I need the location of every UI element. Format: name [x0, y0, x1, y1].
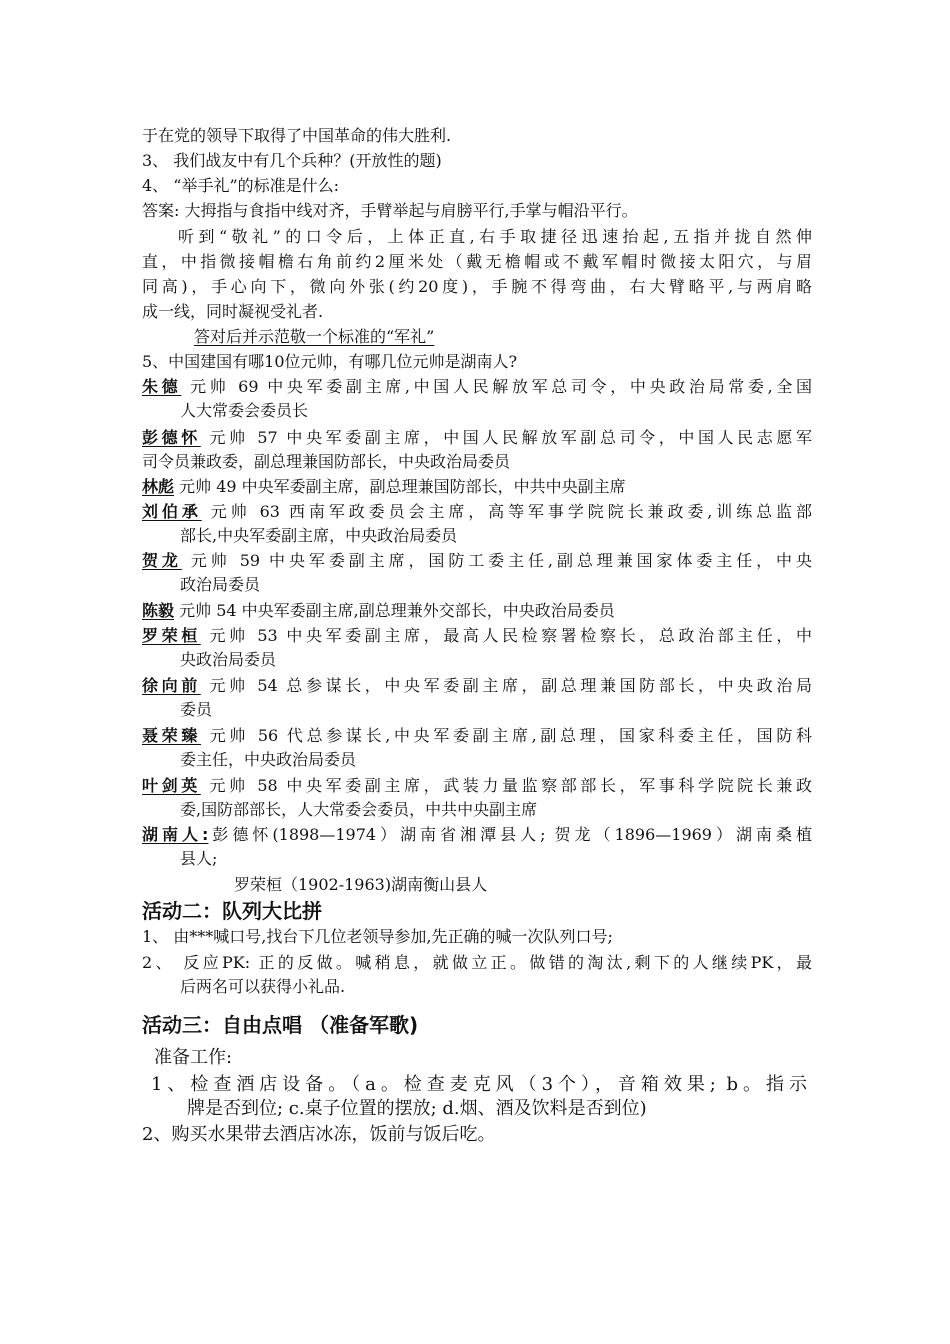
marshal-entry	[142, 476, 812, 498]
marshal-info: 元帅 53 中央军委副主席，最高人民检察署检察长，总政治部主任，中	[200, 626, 812, 645]
prep-title: 准备工作:	[154, 1047, 233, 1068]
marshal-info: 元帅 58 中央军委副主席，武装力量监察部部长，军事科学院院长兼政	[200, 776, 812, 795]
activity-2-title: 活动二：队列大比拼	[142, 899, 322, 923]
marshal-entry	[142, 550, 812, 572]
hunan-line-3: 罗荣桓（1902-1963)湖南衡山县人	[234, 875, 488, 894]
marshal-name: 徐向前	[142, 676, 201, 695]
marshal-name: 聂荣臻	[142, 726, 201, 745]
marshal-entry	[142, 427, 812, 449]
marshal-entry	[142, 600, 812, 622]
marshal-entry	[142, 625, 812, 647]
demo-line	[194, 326, 812, 348]
activity-2-item-2-cont: 后两名可以获得小礼品.	[180, 977, 346, 996]
activity-2-item-2: 2、 反应PK: 正的反做。喊稍息，就做立正。做错的淘汰,剩下的人继续PK，最	[142, 953, 812, 972]
marshal-name: 刘伯承	[142, 502, 202, 521]
hunan-line	[142, 824, 812, 846]
marshal-info-cont: 司令员兼政委，副总理兼国防部长，中央政治局委员	[142, 452, 511, 471]
marshal-info: 元帅 54 总参谋长，中央军委副主席，副总理兼国防部长，中央政治局	[200, 676, 812, 695]
salute-line-2: 直，中指微接帽檐右角前约2厘米处（戴无檐帽或不戴军帽时微接太阳穴，与眉	[142, 252, 812, 271]
marshal-entry	[142, 775, 812, 797]
intro-tail: 于在党的领导下取得了中国革命的伟大胜利.	[142, 126, 452, 145]
question-3: 3、 我们战友中有几个兵种？(开放性的题)	[142, 151, 442, 170]
salute-line-4: 成一线，同时凝视受礼者.	[142, 302, 324, 321]
marshal-name: 朱德	[142, 377, 182, 396]
marshal-info-cont: 政治局委员	[180, 575, 261, 594]
marshal-name: 彭德怀	[142, 428, 201, 447]
marshal-info: 元帅 69 中央军委副主席,中国人民解放军总司令，中央政治局常委,全国	[181, 377, 812, 396]
marshal-name: 陈毅	[142, 601, 175, 620]
marshal-info: 元帅 59 中央军委副主席，国防工委主任,副总理兼国家体委主任，中央	[181, 551, 812, 570]
demo-text: 答对后并示范敬一个标准的“军礼”	[194, 327, 435, 346]
hunan-text: 彭德怀(1898—1974）湖南省湘潭县人; 贺龙（1896—1969）湖南桑植	[208, 825, 812, 844]
hunan-label: 湖南人:	[142, 825, 209, 844]
marshal-info: 元帅 57 中央军委副主席，中国人民解放军副总司令，中国人民志愿军	[200, 428, 812, 447]
answer-line: 答案: 大拇指与食指中线对齐，手臂举起与肩膀平行,手掌与帽沿平行。	[142, 201, 638, 220]
prep-item-1: 1、检查酒店设备。（a。检查麦克风（3个），音箱效果; b。指示	[151, 1074, 807, 1095]
marshal-info: 元帅 54 中央军委副主席,副总理兼外交部长，中央政治局委员	[174, 601, 615, 620]
marshal-info-cont: 委员	[180, 700, 213, 719]
marshal-entry	[142, 725, 812, 747]
marshal-name: 贺龙	[142, 551, 182, 570]
prep-item-1-cont: 牌是否到位; c.桌子位置的摆放; d.烟、酒及饮料是否到位)	[187, 1098, 647, 1119]
salute-line-1: 听到“敬礼”的口令后，上体正直,右手取捷径迅速抬起,五指并拢自然伸	[178, 227, 812, 246]
marshal-entry	[142, 376, 812, 398]
marshal-name: 罗荣桓	[142, 626, 201, 645]
marshal-info: 元帅 63 西南军政委员会主席，高等军事学院院长兼政委,训练总监部	[201, 502, 812, 521]
hunan-line-2: 县人;	[180, 849, 218, 868]
marshal-info-cont: 央政治局委员	[180, 650, 277, 669]
salute-line-3: 同高)，手心向下，微向外张(约20度)，手腕不得弯曲，右大臂略平,与两肩略	[142, 277, 812, 296]
activity-2-item-1: 1、 由***喊口号,找台下几位老领导参加,先正确的喊一次队列口号;	[142, 927, 613, 946]
marshal-info-cont: 委,国防部部长，人大常委会委员，中共中央副主席	[180, 800, 538, 819]
marshal-entry	[142, 675, 812, 697]
activity-3-title: 活动三：自由点唱 （准备军歌)	[142, 1013, 419, 1037]
marshal-name: 叶剑英	[142, 776, 201, 795]
marshal-entry	[142, 501, 812, 523]
marshal-info: 元帅 49 中央军委副主席，副总理兼国防部长，中共中央副主席	[174, 477, 626, 496]
marshal-info-cont: 人大常委会委员长	[180, 401, 309, 420]
marshal-name: 林彪	[142, 477, 175, 496]
marshal-info-cont: 部长,中央军委副主席，中央政治局委员	[180, 526, 458, 545]
question-5: 5、中国建国有哪10位元帅，有哪几位元帅是湖南人?	[142, 352, 518, 371]
marshal-info: 元帅 56 代总参谋长,中央军委副主席,副总理，国家科委主任，国防科	[201, 726, 812, 745]
question-4: 4、 “举手礼”的标准是什么:	[142, 176, 340, 195]
prep-item-2: 2、购买水果带去酒店冰冻，饭前与饭后吃。	[142, 1124, 496, 1145]
marshal-info-cont: 委主任，中央政治局委员	[180, 750, 357, 769]
